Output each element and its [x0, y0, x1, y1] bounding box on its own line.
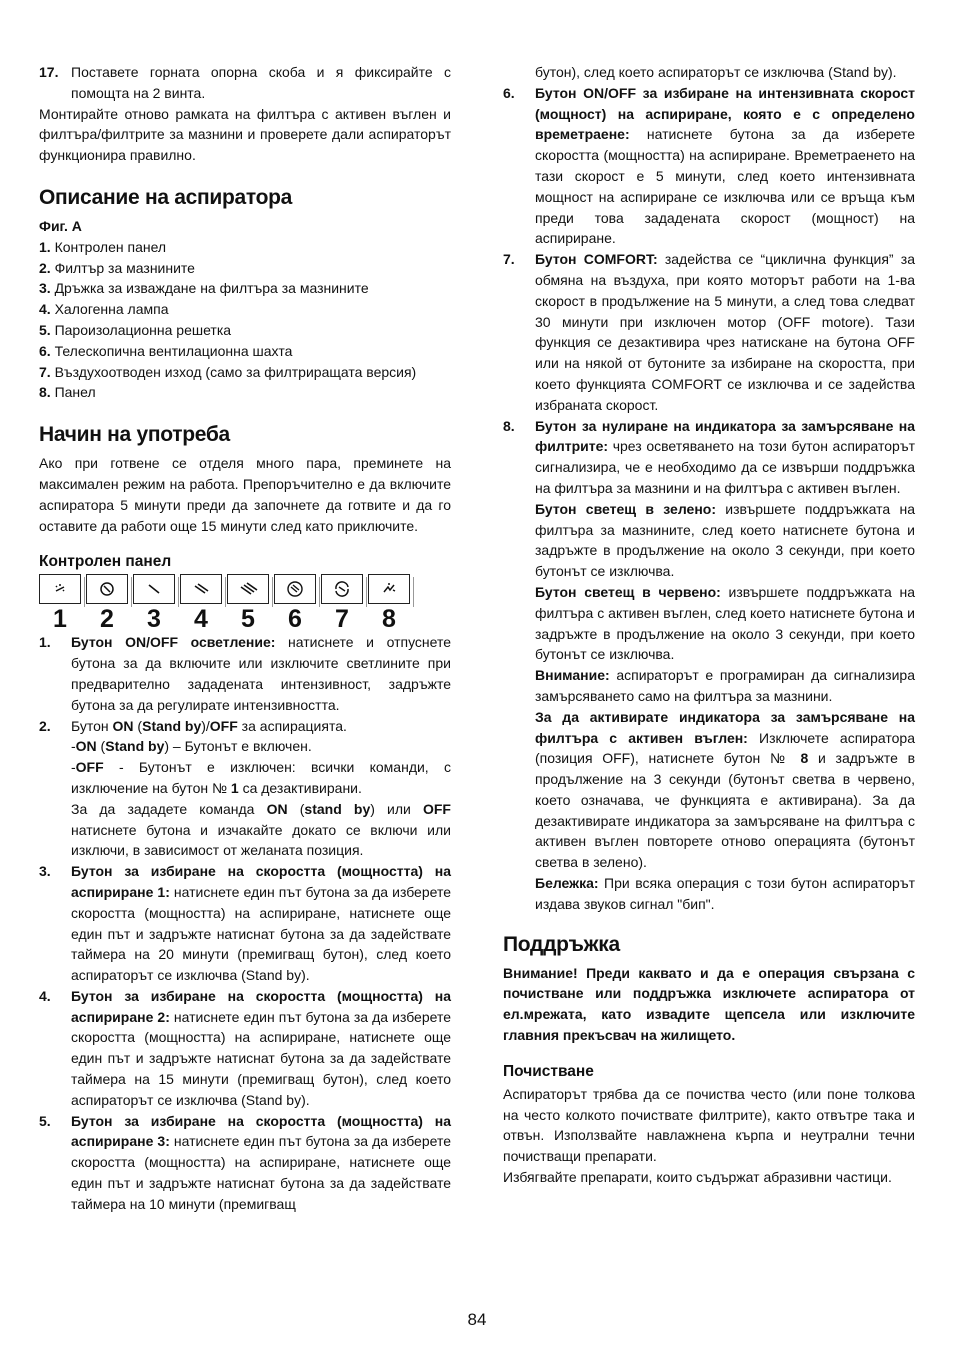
description-heading: Описание на аспиратора [39, 185, 293, 209]
list-item: 1. Контролен панел [39, 238, 167, 255]
maintenance-heading: Поддръжка [503, 932, 620, 956]
panel-number: 4 [194, 605, 208, 634]
control-panel-figure [39, 574, 451, 632]
step-17: 17. Поставете горната опорна скоба и я фиксирайте с помощта на 2 винта. [39, 64, 451, 101]
list-item: 4. Халогенна лампа [39, 301, 169, 318]
left-column [39, 62, 451, 1215]
button-2-on: -ON (Stand by) – Бутонът е включен. [71, 738, 312, 755]
panel-number: 5 [241, 605, 255, 634]
comfort-cycle-icon [321, 574, 363, 604]
speed-1-icon [133, 574, 175, 604]
panel-number: 7 [335, 605, 349, 634]
panel-number: 2 [100, 605, 114, 634]
filter-reset-icon [368, 574, 410, 604]
right-column [503, 62, 915, 1188]
button-7-description: 7. Бутон COMFORT: задейства се “циклична функция” за обмяна на въздуха, при която моторът работи на 1-ва скорост в продължение на 5 минути, а след това следват 30 минути при изключен мотор (OFF motore). Тази функция се дезактивира чрез натискане на бутона OFF или на някой от бутоните за избиране на скоростта, при което функцията COMFORT се изключва и се задейства избраната скорост. [503, 251, 915, 413]
speed-3-icon [227, 574, 269, 604]
button-8-description: 8. Бутон за нулиране на индикатора за замърсяване на филтрите: чрез осветяването на този бутон аспираторът сигнализира, че е необходимо да се извърши поддръжка на филтъра за мазнини и на филтъра с активен въглен. [503, 417, 915, 496]
button-5-continuation: бутон), след което аспираторът се изключва (Stand by). [535, 64, 897, 80]
panel-number: 6 [288, 605, 302, 634]
panel-number: 3 [147, 605, 161, 634]
list-item: 3. Дръжка за изваждане на филтъра за мазнините [39, 280, 369, 297]
panel-number: 8 [382, 605, 396, 634]
cleaning-heading: Почистване [503, 1062, 594, 1080]
maintenance-warning: Внимание! Преди каквато и да е операция свързана с почистване или поддръжка изключете аспиратора от ел.мрежата, като извадите щепсела или изключите главния прекъсвач на жилището. [503, 964, 915, 1044]
page-number: 84 [467, 1310, 487, 1329]
lamp-icon [39, 574, 81, 604]
button-1-description: 1. Бутон ON/OFF осветление: натиснете и отпуснете бутона за да включите или изключите светлините при предварително зададената интензивност, задръжте бутона за да регулирате интензивността. [39, 634, 452, 713]
button-6-description: 6. Бутон ON/OFF за избиране на интензивната скорост (мощност) на аспириране, която е с определено времетраене: натиснете бутона за да изберете скоростта (мощността) на аспириране. Времетраенето на тази скорост е 5 минути, след което интензивната мощност на аспириране се изключва или се връща към преди това зададената скорост (мощност) на аспириране. [503, 84, 915, 247]
list-item: 7. Въздухоотводен изход (само за филтриращата версия) [39, 363, 417, 380]
button-2-set: За да зададете команда ON (stand by) или OFF натиснете бутона и изчакайте докато се включи или изключи, в зависимост от желаната позиция. [71, 800, 451, 859]
button-3-description: 3. Бутон за избиране на скоростта (мощността) на аспириране 1: натиснете един път бутона за да изберете скоростта (мощността) на аспириране, натиснете още един път и задръжте натиснат бутона за да задействате таймера на 20 минути (премигващ бутон), след което аспираторът се изключва (Stand by). [39, 863, 451, 984]
attention-note: Внимание: аспираторът е програмиран да сигнализира замърсяването само на филтъра за мазнини. [535, 667, 915, 704]
list-item: 6. Телескопична вентилационна шахта [39, 342, 293, 359]
panel-number: 1 [53, 605, 67, 634]
red-button-note: Бутон светещ в червено: извършете поддръжката на филтъра с активен въглен, след което натиснете бутона и задръжте в продължение на около 3 секунди, при което бутонът се изключва. [535, 583, 915, 663]
panel-heading: Контролен панел [39, 553, 172, 571]
intensive-speed-icon [274, 574, 316, 604]
green-button-note: Бутон светещ в зелено: извършете поддръжката на филтъра за мазнините, след което натиснете бутона и задръжте в продължение на около 3 секунди, при което бутонът се изключва. [535, 500, 915, 580]
usage-heading: Начин на употреба [39, 423, 230, 447]
cleaning-paragraph: Аспираторът трябва да се почиства често (или поне толкова на често колкото почиствате филтрите), както отвътре така и отвън. Използвайте навлажнена кърпа и неутрални течни почистващи препарати. [503, 1085, 915, 1165]
power-icon [86, 574, 128, 604]
button-4-description: 4. Бутон за избиране на скоростта (мощността) на аспириране 2: натиснете един път бутона за да изберете скоростта (мощността) на аспириране, натиснете още един път и задръжте натиснат бутона за да задействате таймера на 15 минути (премигващ бутон), след което аспираторът се изключва (Stand by). [39, 987, 451, 1108]
list-item: 5. Пароизолационна решетка [39, 321, 232, 338]
parts-list [39, 237, 451, 403]
activate-indicator-note: За да активирате индикатора за замърсяване на филтъра с активен въглен: Изключете аспиратора (позиция OFF), натиснете бутон № 8 и задръжте в продължение на 3 секунди (бутонът светва в червено, което означава, че функцията е активирана). За да дезактивирате индикатора за замърсяване на филтъра с активен въглен повторете отново операцията (бутонът светва в зелено). [535, 708, 916, 871]
panel-number-row [39, 606, 451, 632]
button-5-description: 5. Бутон за избиране на скоростта (мощността) на аспириране 3: натиснете един път бутона за да изберете скоростта (мощността) на аспириране, натиснете още един път и задръжте натиснат бутона за да задействате таймера на 10 минути (премигващ [39, 1112, 451, 1212]
list-item: 2. Филтър за мазнините [39, 259, 195, 276]
button-2-off: -OFF - Бутонът е изключен: всички команди, с изключение на бутон № 1 са дезактивирани. [71, 759, 451, 796]
list-item: 8. Панел [39, 384, 96, 401]
cleaning-warning: Избягвайте препарати, които съдържат абразивни частици. [503, 1169, 892, 1186]
usage-paragraph: Ако при готвене се отделя много пара, преминете на максимален режим на работа. Препоръчително е да включите аспиратора 5 минути преди да започнете да готвите и да го оставите да работи още 15 минути след като приключите. [39, 455, 451, 534]
figure-label: Фиг. А [39, 217, 82, 234]
button-2-description: 2. Бутон ON (Stand by)/OFF за аспирацията. [39, 717, 347, 734]
speed-2-icon [180, 574, 222, 604]
mount-paragraph: Монтирайте отново рамката на филтъра с активен въглен и филтъра/филтрите за мазнини и проверете дали аспираторът функционира правилно. [39, 105, 451, 164]
beep-note: Бележка: При всяка операция с този бутон аспираторът издава звуков сигнал "бип". [535, 875, 915, 912]
